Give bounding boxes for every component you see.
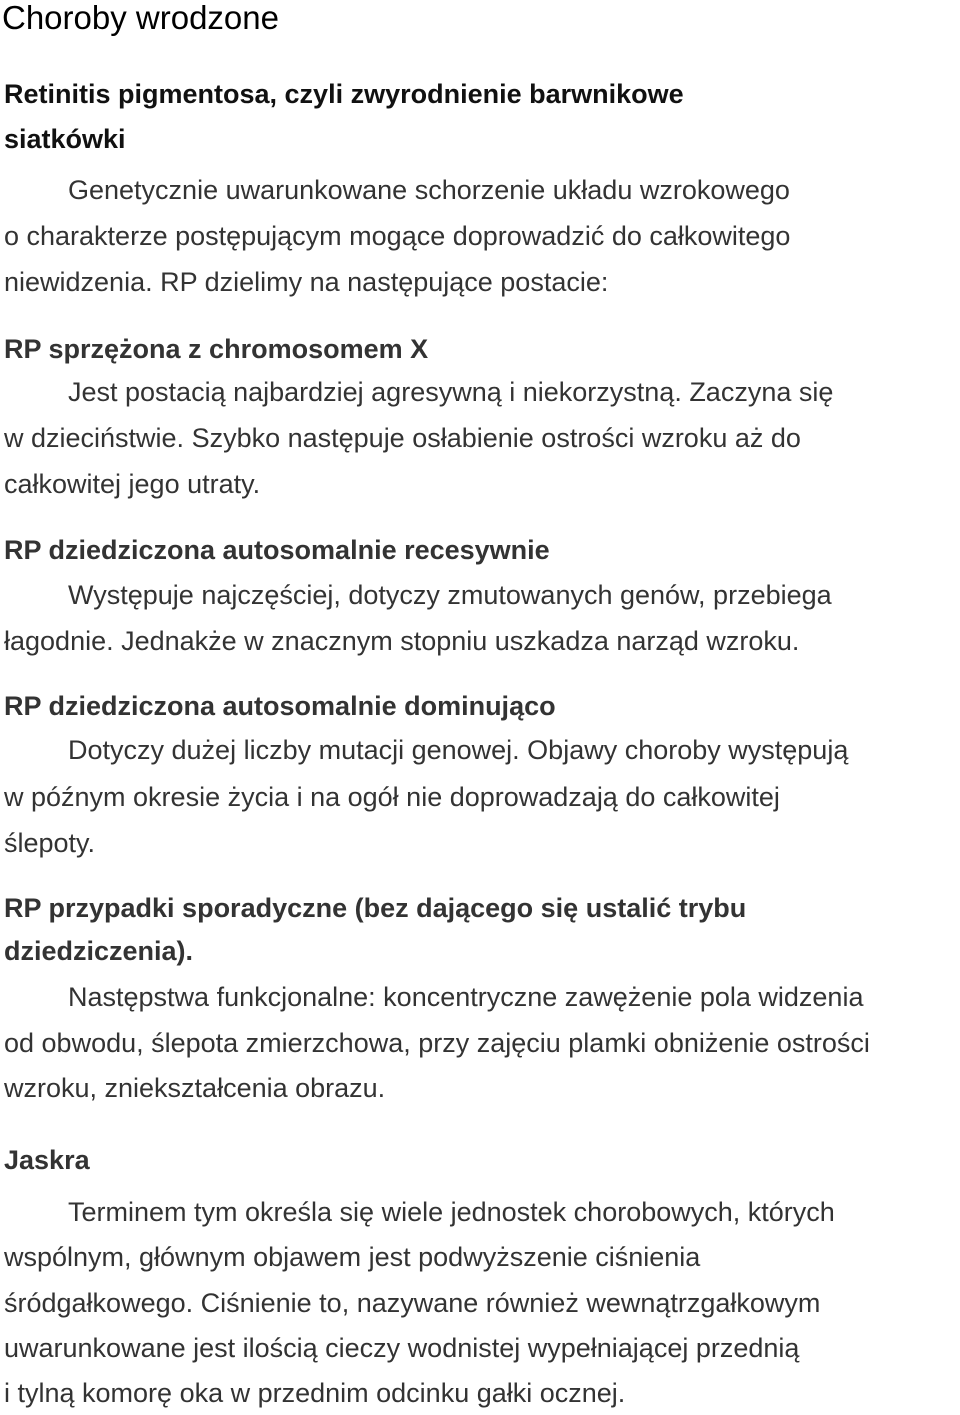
rp-intro-line-2: o charakterze postępującym mogące doprowadzić do całkowitego (4, 221, 791, 251)
rp-dominant-line-3: ślepoty. (4, 828, 96, 858)
rp-x-linked-line-3: całkowitej jego utraty. (4, 469, 261, 499)
rp-intro-line-3: niewidzenia. RP dzielimy na następujące postacie: (4, 267, 609, 297)
jaskra-line-3: śródgałkowego. Ciśnienie to, nazywane również wewnątrzgałkowym (4, 1288, 821, 1318)
rp-dominant-line-2: w późnym okresie życia i na ogół nie doprowadzają do całkowitej (4, 782, 780, 812)
rp-consequences-line-3: wzroku, zniekształcenia obrazu. (4, 1073, 386, 1103)
rp-consequences-line-1: Następstwa funkcjonalne: koncentryczne zawężenie pola widzenia (68, 982, 864, 1012)
jaskra-line-4: uwarunkowane jest ilością cieczy wodnistej wypełniającej przednią (4, 1333, 800, 1363)
rp-x-linked-heading: RP sprzężona z chromosomem X (4, 334, 429, 364)
rp-sporadic-heading-line-2: dziedziczenia). (4, 936, 194, 966)
jaskra-heading: Jaskra (4, 1145, 90, 1175)
rp-recessive-heading: RP dziedziczona autosomalnie recesywnie (4, 535, 550, 565)
rp-intro-line-1: Genetycznie uwarunkowane schorzenie układu wzrokowego (68, 175, 790, 205)
rp-x-linked-line-2: w dzieciństwie. Szybko następuje osłabienie ostrości wzroku aż do (4, 423, 801, 453)
rp-consequences-line-2: od obwodu, ślepota zmierzchowa, przy zajęciu plamki obniżenie ostrości (4, 1028, 870, 1058)
rp-recessive-line-1: Występuje najczęściej, dotyczy zmutowanych genów, przebiega (68, 580, 832, 610)
rp-sporadic-heading-line-1: RP przypadki sporadyczne (bez dającego się ustalić trybu (4, 893, 747, 923)
rp-recessive-line-2: łagodnie. Jednakże w znacznym stopniu uszkadza narząd wzroku. (4, 626, 800, 656)
rp-heading-line-2: siatkówki (4, 124, 126, 154)
page-title: Choroby wrodzone (2, 0, 279, 36)
rp-heading-line-1: Retinitis pigmentosa, czyli zwyrodnienie barwnikowe (4, 79, 684, 109)
jaskra-line-2: wspólnym, głównym objawem jest podwyższenie ciśnienia (4, 1242, 701, 1272)
jaskra-line-5: i tylną komorę oka w przednim odcinku gałki ocznej. (4, 1378, 626, 1408)
rp-x-linked-line-1: Jest postacią najbardziej agresywną i niekorzystną. Zaczyna się (68, 377, 834, 407)
rp-dominant-line-1: Dotyczy dużej liczby mutacji genowej. Objawy choroby występują (68, 735, 849, 765)
rp-dominant-heading: RP dziedziczona autosomalnie dominująco (4, 691, 556, 721)
jaskra-line-1: Terminem tym określa się wiele jednostek chorobowych, których (68, 1197, 835, 1227)
